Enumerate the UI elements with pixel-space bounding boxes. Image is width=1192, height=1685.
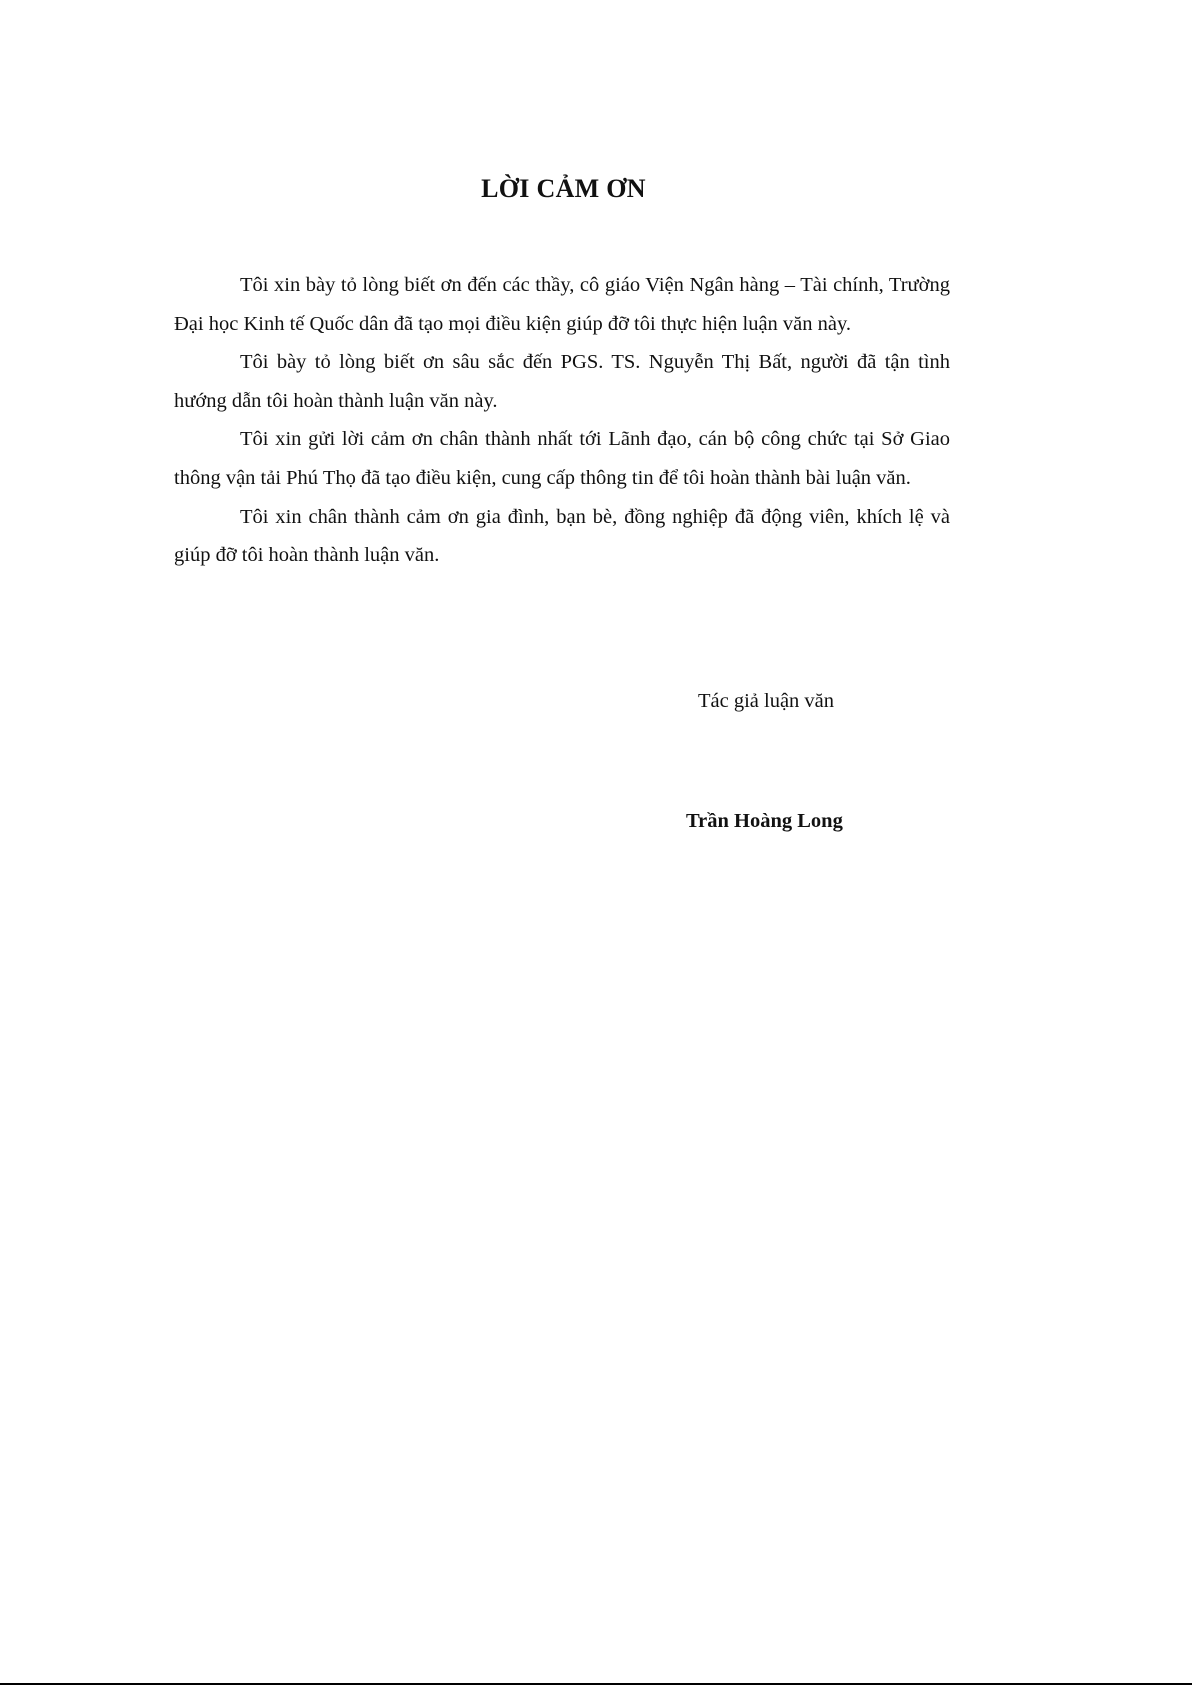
paragraph-1: Tôi xin bày tỏ lòng biết ơn đến các thầy, cô giáo Viện Ngân hàng – Tài chính, Trường Đại học Kinh tế Quốc dân đã tạo mọi điều kiện giúp đỡ tôi thực hiện luận văn này. (174, 274, 950, 335)
paragraph-2: Tôi bày tỏ lòng biết ơn sâu sắc đến PGS. TS. Nguyễn Thị Bất, người đã tận tình hướng dẫn tôi hoàn thành luận văn này. (174, 351, 950, 412)
signature-name: Trần Hoàng Long (686, 810, 843, 832)
paragraph-4: Tôi xin chân thành cảm ơn gia đình, bạn bè, đồng nghiệp đã động viên, khích lệ và giúp đỡ tôi hoàn thành luận văn. (174, 505, 950, 567)
paragraph-3: Tôi xin gửi lời cảm ơn chân thành nhất tới Lãnh đạo, cán bộ công chức tại Sở Giao thông vận tải Phú Thọ đã tạo điều kiện, cung cấp thông tin để tôi hoàn thành bài luận văn. (174, 428, 950, 489)
acknowledgement-body (174, 266, 950, 575)
signature-role: Tác giả luận văn (698, 690, 835, 712)
page-title: LỜI CẢM ƠN (481, 174, 646, 203)
